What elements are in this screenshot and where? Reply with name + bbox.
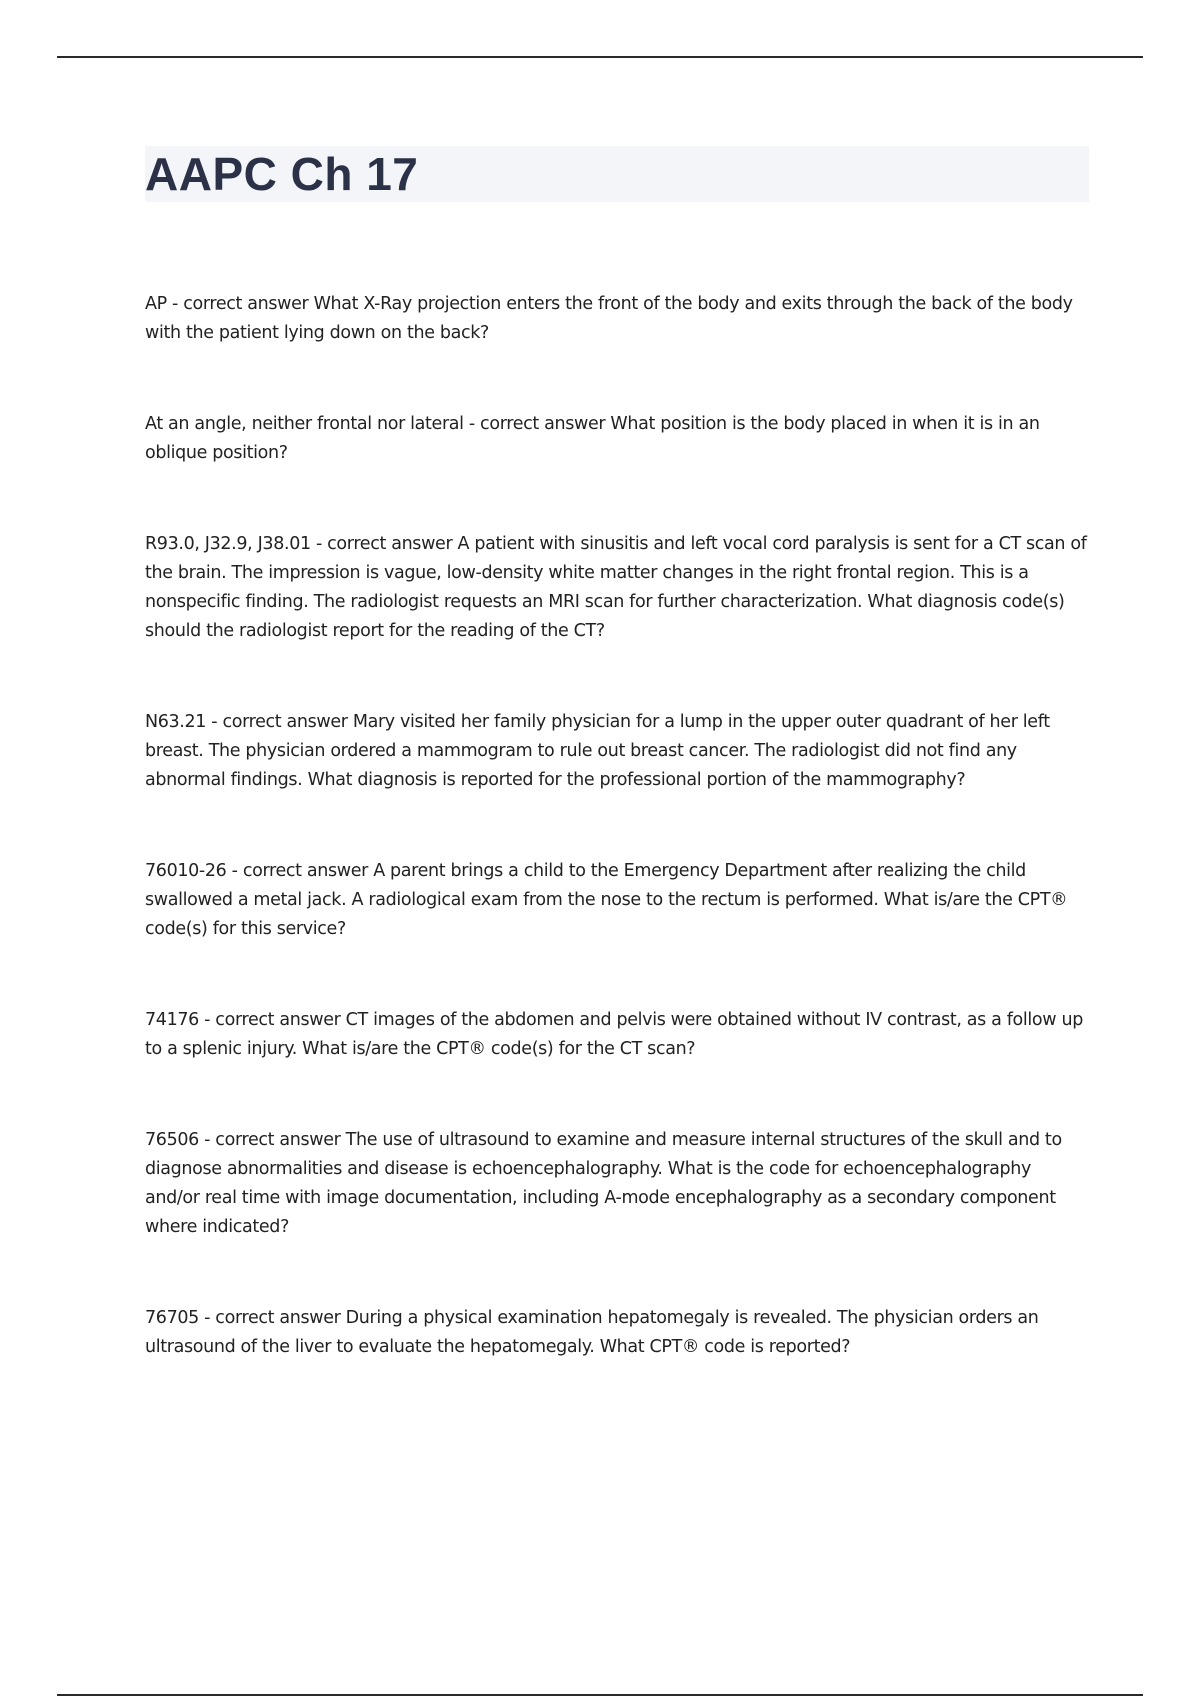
qa-separator: - correct answer	[198, 1308, 346, 1328]
qa-item	[145, 1126, 1090, 1242]
qa-separator: - correct answer	[198, 1130, 346, 1150]
qa-answer: AP	[145, 294, 167, 314]
qa-question: Mary visited her family physician for a lump in the upper outer quadrant of her left breast. The physician ordered a mammogram to rule out breast cancer. The radiologist did not find any abnormal findings. What diagnosis is reported for the professional portion of the mammography?	[145, 712, 1050, 790]
qa-question: A parent brings a child to the Emergency Department after realizing the child swallowed a metal jack. A radiological exam from the nose to the rectum is performed. What is/are the CPT® code(s) for this service?	[145, 861, 1068, 939]
qa-question: CT images of the abdomen and pelvis were obtained without IV contrast, as a follow up to a splenic injury. What is/are the CPT® code(s) for the CT scan?	[145, 1010, 1083, 1059]
document-title: AAPC Ch 17	[145, 148, 419, 200]
qa-item	[145, 290, 1090, 348]
qa-question: A patient with sinusitis and left vocal cord paralysis is sent for a CT scan of the brain. The impression is vague, low-density white matter changes in the right frontal region. This is a nonspecific finding. The radiologist requests an MRI scan for further characterization. What diagnosis code(s) should the radiologist report for the reading of the CT?	[145, 534, 1087, 641]
top-divider	[57, 56, 1143, 58]
qa-question: The use of ultrasound to examine and measure internal structures of the skull and to diagnose abnormalities and disease is echoencephalography. What is the code for echoencephalography and/or real time with image documentation, including A-mode encephalography as a secondary component where indicated?	[145, 1130, 1062, 1237]
bottom-divider	[57, 1694, 1143, 1696]
qa-list	[145, 290, 1090, 1362]
qa-item	[145, 530, 1090, 646]
qa-question: What position is the body placed in when it is in an oblique position?	[145, 414, 1040, 463]
qa-answer: N63.21	[145, 712, 207, 732]
qa-separator: - correct answer	[166, 294, 314, 314]
qa-separator: - correct answer	[310, 534, 458, 554]
qa-question: What X-Ray projection enters the front of the body and exits through the back of the body with the patient lying down on the back?	[145, 294, 1073, 343]
qa-answer: 76506	[145, 1130, 199, 1150]
qa-separator: - correct answer	[226, 861, 374, 881]
qa-answer: 76010-26	[145, 861, 227, 881]
qa-item	[145, 708, 1090, 795]
qa-item	[145, 1006, 1090, 1064]
qa-answer: R93.0, J32.9, J38.01	[145, 534, 311, 554]
qa-separator: - correct answer	[206, 712, 353, 732]
qa-answer: 74176	[145, 1010, 199, 1030]
qa-item	[145, 857, 1090, 944]
qa-separator: - correct answer	[198, 1010, 346, 1030]
qa-item	[145, 410, 1090, 468]
qa-item	[145, 1304, 1090, 1362]
qa-answer: At an angle, neither frontal nor lateral	[145, 414, 464, 434]
qa-question: During a physical examination hepatomegaly is revealed. The physician orders an ultrasound of the liver to evaluate the hepatomegaly. What CPT® code is reported?	[145, 1308, 1039, 1357]
qa-answer: 76705	[145, 1308, 199, 1328]
qa-separator: - correct answer	[463, 414, 611, 434]
